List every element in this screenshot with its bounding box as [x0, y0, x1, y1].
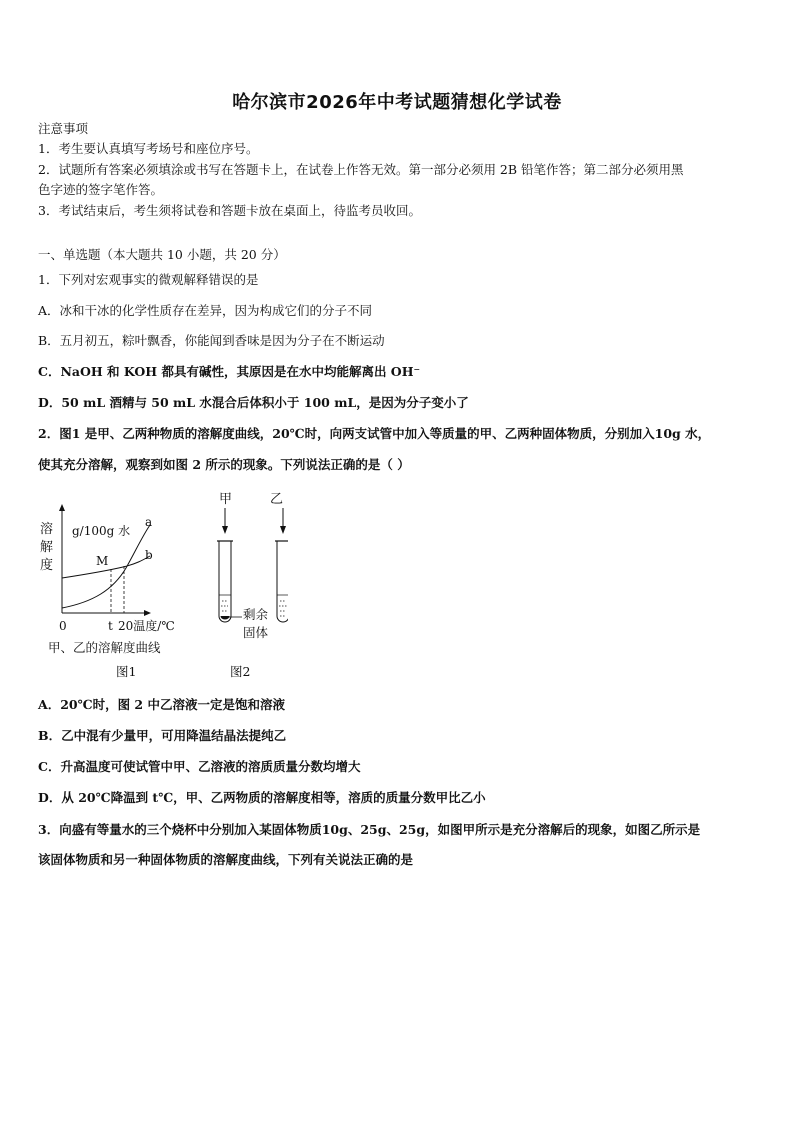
x-axis-label: 20温度/℃: [118, 619, 175, 633]
y-unit: g/100g 水: [72, 524, 131, 538]
tube-jia-label: 甲: [219, 492, 233, 507]
y-label-1: 溶: [40, 522, 54, 537]
fig1-label: 图1: [116, 664, 137, 679]
page-title: 哈尔滨市2026年中考试题猜想化学试卷: [232, 92, 562, 113]
q3-stem-line2: 该固体物质和另一种固体物质的溶解度曲线，下列有关说法正确的是: [38, 852, 414, 867]
section-heading: 一、单选题（本大题共 10 小题，共 20 分）: [38, 247, 286, 262]
residue-label-1: 剩余: [243, 607, 269, 622]
arrow-yi-head: [280, 526, 286, 534]
notice-heading: 注意事项: [38, 121, 89, 136]
notice-item-3: 3．考试结束后，考生须将试卷和答题卡放在桌面上，待监考员收回。: [38, 203, 421, 218]
curve-b-label: b: [145, 548, 153, 562]
y-label-2: 解: [40, 540, 54, 555]
fig2-label: 图2: [230, 664, 251, 679]
q2-option-c: C．升高温度可使试管中甲、乙溶液的溶质质量分数均增大: [38, 759, 361, 774]
y-label-3: 度: [40, 558, 54, 573]
tube-jia-liquid: [221, 601, 228, 611]
q1-option-d: D．50 mL 酒精与 50 mL 水混合后体积小于 100 mL，是因为分子变小了: [38, 395, 469, 410]
chart-caption: 甲、乙的溶解度曲线: [48, 640, 161, 655]
origin-label: 0: [59, 619, 67, 633]
q2-option-b: B．乙中混有少量甲，可用降温结晶法提纯乙: [38, 728, 287, 743]
tube-jia: [219, 541, 231, 622]
q1-option-b: B．五月初五，粽叶飘香，你能闻到香味是因为分子在不断运动: [38, 333, 385, 348]
solubility-chart: [40, 504, 175, 679]
notice-item-1: 1．考生要认真填写考场号和座位序号。: [38, 141, 259, 156]
tube-jia-solid: [221, 616, 230, 620]
q2-option-d: D．从 20℃降温到 t℃，甲、乙两物质的溶解度相等，溶质的质量分数甲比乙小: [38, 790, 486, 805]
tube-yi-label: 乙: [270, 492, 284, 507]
y-axis-arrow: [59, 504, 65, 511]
residue-label-2: 固体: [243, 625, 269, 640]
arrow-jia-head: [222, 526, 228, 534]
q2-stem-line1: 2．图1 是甲、乙两种物质的溶解度曲线，20℃时，向两支试管中加入等质量的甲、乙两种固体物质，分别加入10g 水，: [38, 426, 711, 441]
test-tubes: [217, 492, 288, 679]
notice-item-2: 2．试题所有答案必须填涂或书写在答题卡上，在试卷上作答无效。第一部分必须用 2B 铅笔作答；第二部分必须用黑: [38, 162, 684, 177]
q1-option-a: A．冰和干冰的化学性质存在差异，因为构成它们的分子不同: [38, 303, 373, 318]
curve-a-label: a: [145, 515, 153, 529]
q2-figure: [38, 490, 288, 690]
tube-yi-liquid: [279, 601, 287, 616]
tube-yi: [277, 541, 288, 622]
x-axis-arrow: [144, 610, 151, 616]
q3-stem-line1: 3．向盛有等量水的三个烧杯中分别加入某固体物质10g、25g、25g，如图甲所示是充分溶解后的现象，如图乙所示是: [38, 822, 701, 837]
point-m-label: M: [96, 554, 109, 568]
q1-stem: 1．下列对宏观事实的微观解释错误的是: [38, 272, 259, 287]
tick-t-label: t: [108, 619, 113, 633]
notice-item-2-cont: 色字迹的签字笔作答。: [38, 182, 164, 197]
q1-option-c: C．NaOH 和 KOH 都具有碱性，其原因是在水中均能解离出 OH⁻: [38, 364, 421, 379]
q2-stem-line2: 使其充分溶解，观察到如图 2 所示的现象。下列说法正确的是（ ）: [38, 457, 410, 472]
q2-option-a: A．20℃时，图 2 中乙溶液一定是饱和溶液: [38, 697, 285, 712]
